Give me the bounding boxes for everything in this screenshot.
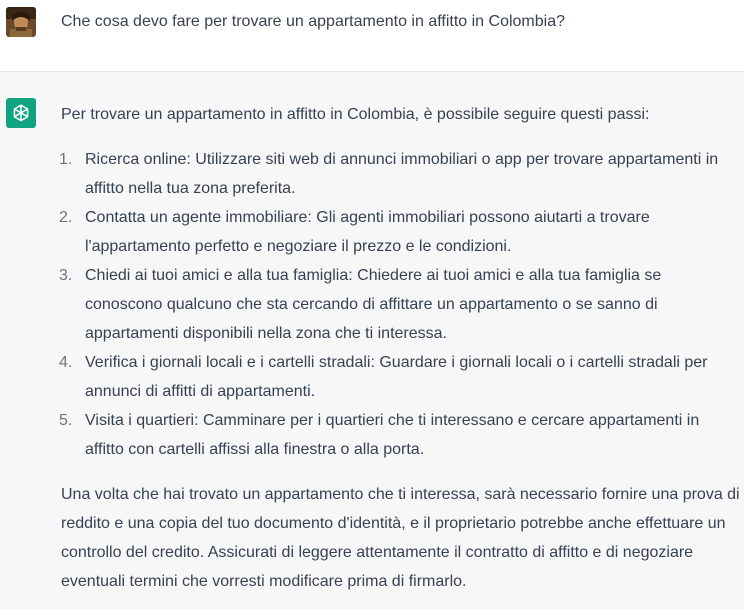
list-item <box>61 406 741 464</box>
list-item-text: Contatta un agente immobiliare: Gli agenti immobiliari possono aiutarti a trovare l'appartamento perfetto e negoziare il prezzo e le condizioni. <box>85 209 650 255</box>
user-avatar-photo-icon <box>6 7 36 37</box>
list-item <box>61 145 741 203</box>
list-item-text: Visita i quartieri: Camminare per i quartieri che ti interessano e cercare appartamenti in affitto con cartelli affissi alla finestra o alla porta. <box>85 412 700 458</box>
list-item-text: Ricerca online: Utilizzare siti web di annunci immobiliari o app per trovare appartamenti in affitto nella tua zona preferita. <box>85 151 719 197</box>
assistant-message-row <box>0 72 744 609</box>
user-message-text: Che cosa devo fare per trovare un appartamento in affitto in Colombia? <box>61 13 565 30</box>
openai-logo-icon <box>6 98 36 128</box>
list-item-number: 1. <box>59 151 73 168</box>
answer-closing: Una volta che hai trovato un appartamento che ti interessa, sarà necessario fornire una prova di reddito e una copia del tuo documento d'identità, e il proprietario potrebbe anche effettuare un controllo del credito. Assicurati di leggere attentamente il contratto di affitto e di negoziare eventuali termini che vorresti modificare prima di firmarlo. <box>61 486 740 590</box>
list-item <box>61 203 741 261</box>
list-item <box>61 261 741 348</box>
steps-list <box>61 145 741 464</box>
assistant-answer <box>61 100 741 596</box>
list-item-text: Verifica i giornali locali e i cartelli stradali: Guardare i giornali locali o i cartelli stradali per annunci di affitti di appartamenti. <box>85 354 708 400</box>
list-item <box>61 348 741 406</box>
user-message-row <box>0 0 744 72</box>
list-item-number: 2. <box>59 209 73 226</box>
list-item-number: 3. <box>59 267 73 284</box>
answer-intro: Per trovare un appartamento in affitto in Colombia, è possibile seguire questi passi: <box>61 106 650 123</box>
list-item-number: 5. <box>59 412 73 429</box>
list-item-number: 4. <box>59 354 73 371</box>
user-avatar <box>6 7 36 37</box>
list-item-text: Chiedi ai tuoi amici e alla tua famiglia: Chiedere ai tuoi amici e alla tua famiglia se conoscono qualcuno che sta cercando di affittare un appartamento o se sanno di appartamenti disponibili nella zona che ti interessa. <box>85 267 662 342</box>
